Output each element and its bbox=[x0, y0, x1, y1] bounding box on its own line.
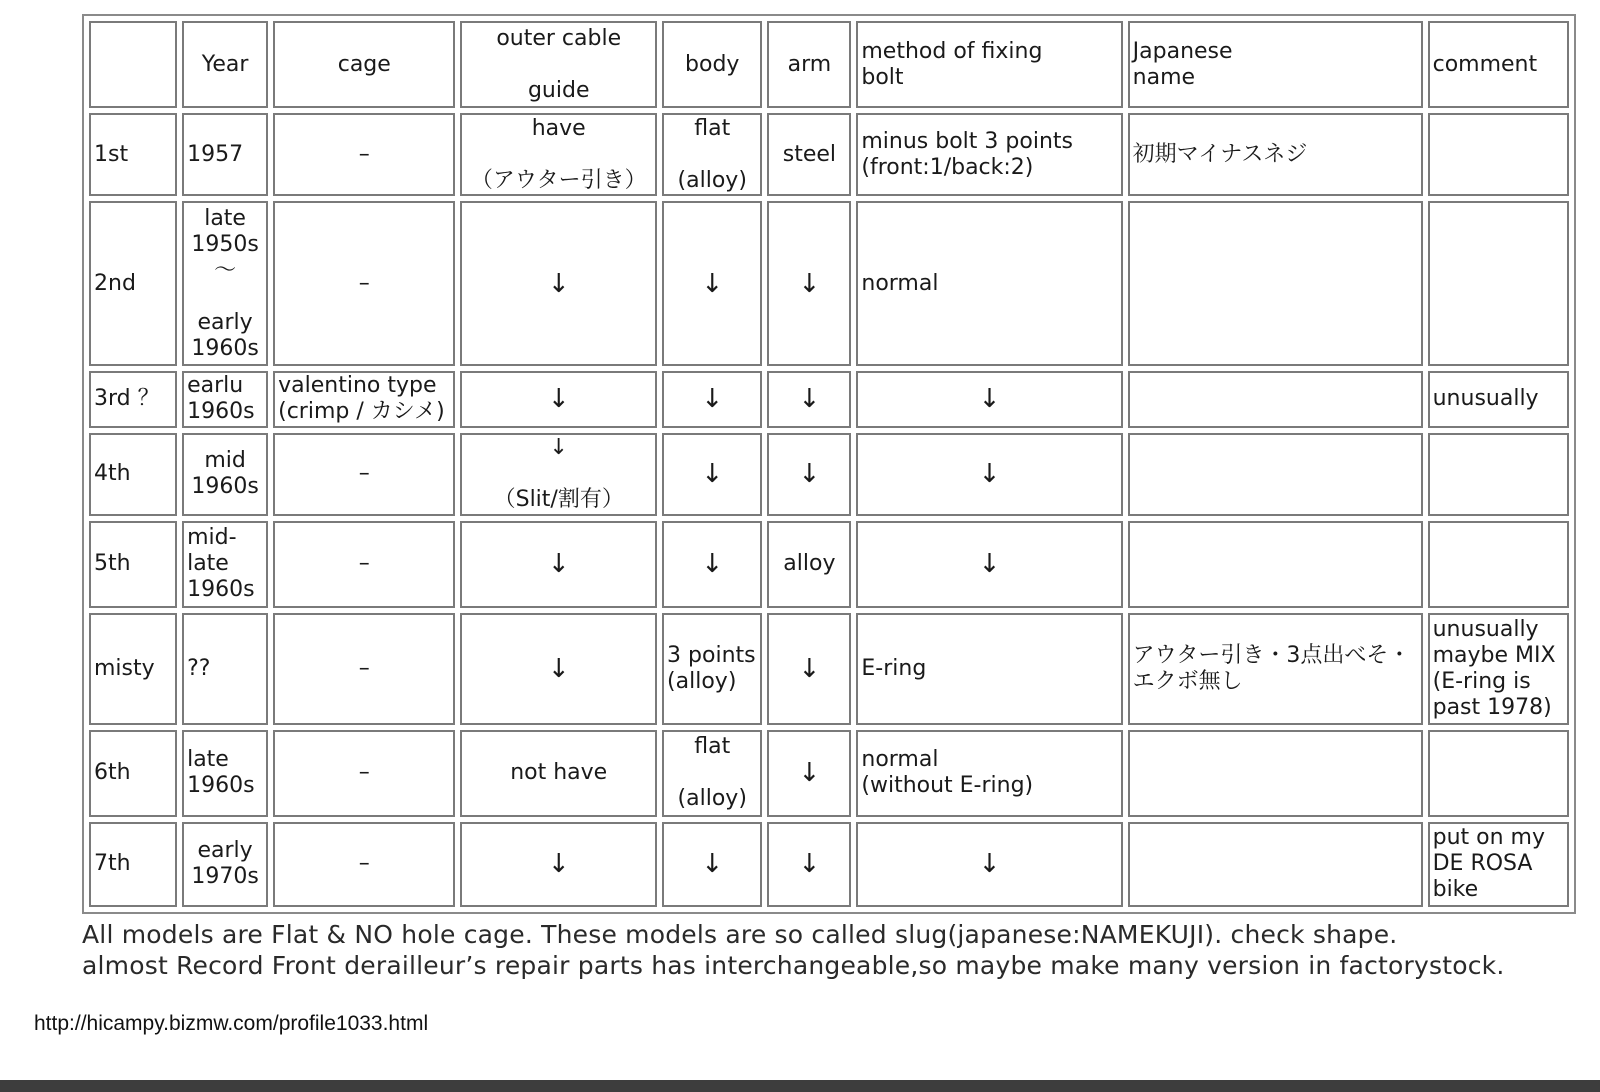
cell-body: ↓ bbox=[662, 433, 762, 516]
cell-cable-guide: ↓ bbox=[460, 201, 657, 365]
cell-cage: – bbox=[273, 201, 455, 365]
cell-body: ↓ bbox=[662, 201, 762, 365]
cell-comment: unusually bbox=[1428, 371, 1569, 428]
cell-cage: – bbox=[273, 113, 455, 196]
cell-year: earlu 1960s bbox=[182, 371, 268, 428]
cell-model: 3rd ？ bbox=[89, 371, 177, 428]
cell-cable-guide: ↓ bbox=[460, 521, 657, 608]
cell-cable-guide: ↓ bbox=[460, 822, 657, 907]
cell-body: ↓ bbox=[662, 371, 762, 428]
header-cage: cage bbox=[273, 21, 455, 108]
cell-japanese-name bbox=[1128, 521, 1423, 608]
header-fixing-bolt: method of fixing bolt bbox=[856, 21, 1122, 108]
table-row bbox=[89, 521, 1569, 608]
cell-arm: ↓ bbox=[767, 371, 851, 428]
cell-cable-guide: ↓ （Slit/割有） bbox=[460, 433, 657, 516]
cell-comment bbox=[1428, 113, 1569, 196]
table-row bbox=[89, 730, 1569, 817]
cell-year: late 1950s ～ early 1960s bbox=[182, 201, 268, 365]
cell-year: late 1960s bbox=[182, 730, 268, 817]
cell-model: 5th bbox=[89, 521, 177, 608]
table-row bbox=[89, 113, 1569, 196]
cell-cage: – bbox=[273, 521, 455, 608]
cell-model: misty bbox=[89, 613, 177, 725]
cell-year: mid 1960s bbox=[182, 433, 268, 516]
cell-fixing-bolt: ↓ bbox=[856, 822, 1122, 907]
cell-cage: – bbox=[273, 433, 455, 516]
cell-body: ↓ bbox=[662, 822, 762, 907]
cell-model: 7th bbox=[89, 822, 177, 907]
header-cable-guide: outer cable guide bbox=[460, 21, 657, 108]
cell-cage: – bbox=[273, 613, 455, 725]
cell-model: 6th bbox=[89, 730, 177, 817]
cell-fixing-bolt: E-ring bbox=[856, 613, 1122, 725]
cell-body: ↓ bbox=[662, 521, 762, 608]
header-model bbox=[89, 21, 177, 108]
cell-japanese-name bbox=[1128, 433, 1423, 516]
cell-japanese-name bbox=[1128, 201, 1423, 365]
table-row bbox=[89, 433, 1569, 516]
cell-arm: ↓ bbox=[767, 613, 851, 725]
cell-arm: alloy bbox=[767, 521, 851, 608]
cell-comment: unusually maybe MIX (E-ring is past 1978) bbox=[1428, 613, 1569, 725]
table-row bbox=[89, 613, 1569, 725]
cell-model: 1st bbox=[89, 113, 177, 196]
header-japanese-name: Japanese name bbox=[1128, 21, 1423, 108]
cell-arm: ↓ bbox=[767, 730, 851, 817]
source-url-link[interactable]: http://hicampy.bizmw.com/profile1033.html bbox=[34, 1012, 429, 1035]
cell-japanese-name: 初期マイナスネジ bbox=[1128, 113, 1423, 196]
bottom-bar bbox=[0, 1080, 1600, 1092]
cell-fixing-bolt: ↓ bbox=[856, 433, 1122, 516]
cell-body: flat (alloy) bbox=[662, 730, 762, 817]
cell-cage: – bbox=[273, 822, 455, 907]
derailleur-models-table bbox=[82, 14, 1576, 914]
cell-year: mid- late 1960s bbox=[182, 521, 268, 608]
cell-japanese-name: アウター引き・3点出べそ・ エクボ無し bbox=[1128, 613, 1423, 725]
cell-comment bbox=[1428, 521, 1569, 608]
cell-arm: ↓ bbox=[767, 433, 851, 516]
cell-comment: put on my DE ROSA bike bbox=[1428, 822, 1569, 907]
cell-year: ?? bbox=[182, 613, 268, 725]
cell-fixing-bolt: ↓ bbox=[856, 371, 1122, 428]
cell-cage: valentino type (crimp / カシメ) bbox=[273, 371, 455, 428]
cell-arm: ↓ bbox=[767, 201, 851, 365]
cell-cable-guide: ↓ bbox=[460, 613, 657, 725]
cell-comment bbox=[1428, 201, 1569, 365]
cell-model: 2nd bbox=[89, 201, 177, 365]
cell-arm: steel bbox=[767, 113, 851, 196]
header-comment: comment bbox=[1428, 21, 1569, 108]
cell-year: 1957 bbox=[182, 113, 268, 196]
cell-fixing-bolt: normal (without E-ring) bbox=[856, 730, 1122, 817]
cell-arm: ↓ bbox=[767, 822, 851, 907]
cell-body: flat (alloy) bbox=[662, 113, 762, 196]
cell-year: early 1970s bbox=[182, 822, 268, 907]
cell-comment bbox=[1428, 433, 1569, 516]
cell-cable-guide: ↓ bbox=[460, 371, 657, 428]
header-row bbox=[89, 21, 1569, 108]
cell-model: 4th bbox=[89, 433, 177, 516]
cell-cable-guide: not have bbox=[460, 730, 657, 817]
cell-comment bbox=[1428, 730, 1569, 817]
table-row bbox=[89, 371, 1569, 428]
cell-fixing-bolt: minus bolt 3 points (front:1/back:2) bbox=[856, 113, 1122, 196]
cell-fixing-bolt: ↓ bbox=[856, 521, 1122, 608]
table-row bbox=[89, 201, 1569, 365]
footnote-repair-parts: almost Record Front derailleur’s repair parts has interchangeable,so maybe make many version in factorystock. bbox=[82, 951, 1505, 980]
table-row bbox=[89, 822, 1569, 907]
header-year: Year bbox=[182, 21, 268, 108]
cell-japanese-name bbox=[1128, 822, 1423, 907]
cell-cable-guide: have （アウター引き） bbox=[460, 113, 657, 196]
cell-body: 3 points (alloy) bbox=[662, 613, 762, 725]
header-arm: arm bbox=[767, 21, 851, 108]
header-body: body bbox=[662, 21, 762, 108]
cell-japanese-name bbox=[1128, 371, 1423, 428]
footnote-flat-cage: All models are Flat & NO hole cage. These models are so called slug(japanese:NAMEKUJI). check shape. bbox=[82, 920, 1398, 949]
cell-cage: – bbox=[273, 730, 455, 817]
cell-japanese-name bbox=[1128, 730, 1423, 817]
cell-fixing-bolt: normal bbox=[856, 201, 1122, 365]
